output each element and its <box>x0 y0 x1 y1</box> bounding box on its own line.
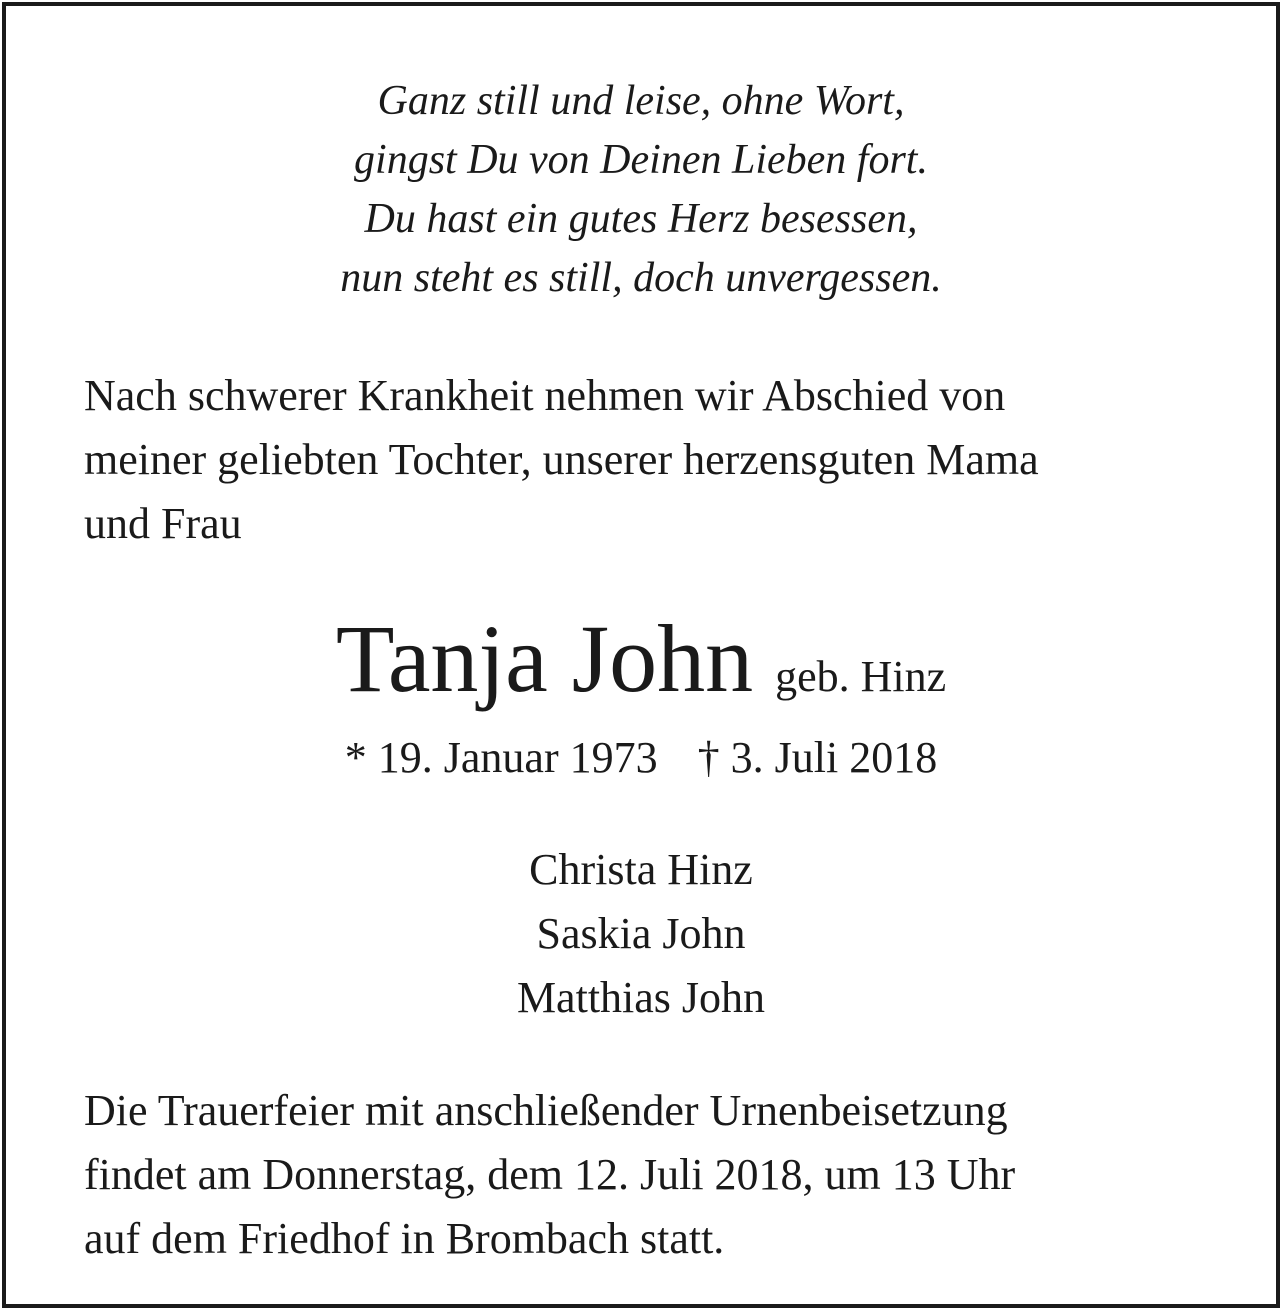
poem-line: nun steht es still, doch unvergessen. <box>340 255 942 301</box>
birth-date: * 19. Januar 1973 <box>344 733 658 782</box>
mourners-list <box>6 838 1276 1030</box>
mourner-name: Saskia John <box>536 909 746 958</box>
poem-line: gingst Du von Deinen Lieben fort. <box>354 137 928 183</box>
mourner-name: Christa Hinz <box>529 845 753 894</box>
intro-paragraph <box>84 364 1214 556</box>
life-dates <box>6 728 1276 788</box>
intro-line: meiner geliebten Tochter, unserer herzensguten Mama <box>84 435 1039 484</box>
poem-line: Ganz still und leise, ohne Wort, <box>377 78 905 124</box>
ceremony-line: findet am Donnerstag, dem 12. Juli 2018, um 13 Uhr <box>84 1150 1016 1199</box>
memorial-poem <box>6 72 1276 308</box>
birth-name: geb. Hinz <box>775 652 947 701</box>
poem-line: Du hast ein gutes Herz besessen, <box>364 196 918 242</box>
intro-line: und Frau <box>84 499 242 548</box>
deceased-name: Tanja John <box>335 605 754 712</box>
mourner-name: Matthias John <box>516 973 766 1022</box>
deceased-name-row <box>6 604 1276 714</box>
death-date: † 3. Juli 2018 <box>697 733 938 782</box>
ceremony-paragraph <box>84 1079 1214 1271</box>
obituary-notice <box>2 2 1280 1308</box>
ceremony-line: Die Trauerfeier mit anschließender Urnenbeisetzung <box>84 1086 1008 1135</box>
ceremony-line: auf dem Friedhof in Brombach statt. <box>84 1214 725 1263</box>
intro-line: Nach schwerer Krankheit nehmen wir Abschied von <box>84 371 1006 420</box>
